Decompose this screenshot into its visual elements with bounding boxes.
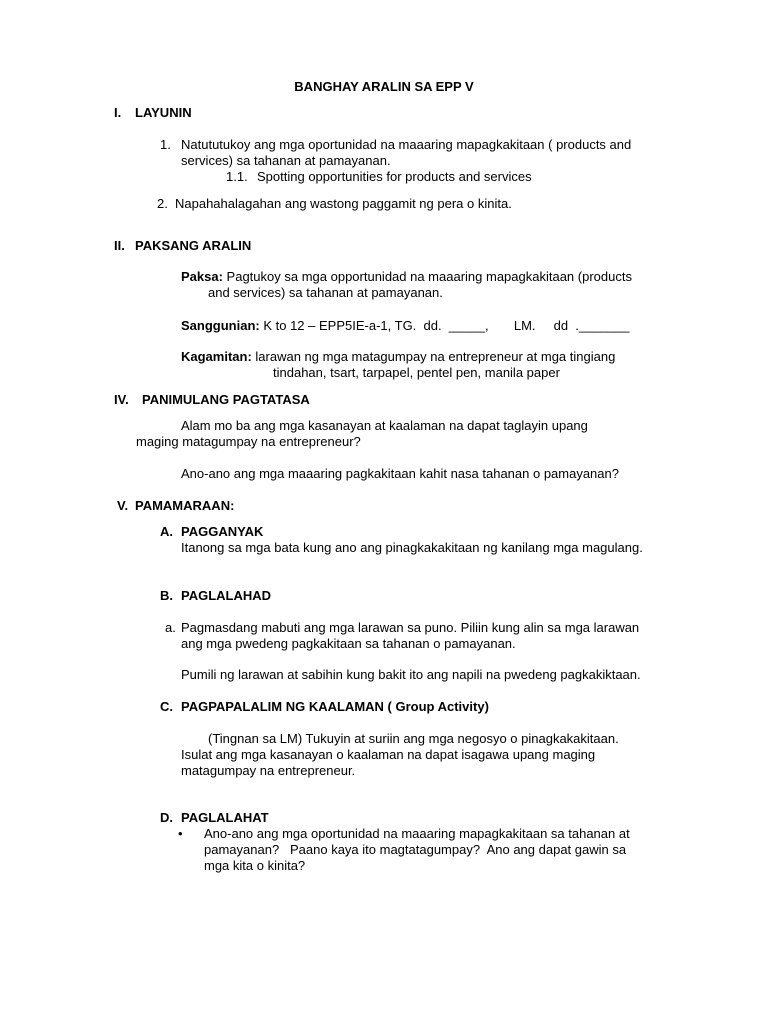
subsection-heading-pagpapalalim: PAGPAPALALIM NG KAALAMAN ( Group Activity) xyxy=(181,699,489,714)
objective-2-number: 2. xyxy=(157,196,168,211)
objective-1-line1: Natututukoy ang mga oportunidad na maaaring mapagkakitaan ( products and xyxy=(181,137,632,152)
objective-1-line2: services) sa tahanan at pamayanan. xyxy=(181,153,391,168)
paksa-line2: and services) sa tahanan at pamayanan. xyxy=(208,285,443,300)
pagpapalalim-line1: (Tingnan sa LM) Tukuyin at suriin ang mga negosyo o pinagkakakitaan. xyxy=(208,731,619,746)
section-numeral-v: V. xyxy=(117,498,129,513)
paglalahad-item-a-label: a. xyxy=(165,620,176,635)
section-numeral-i: I. xyxy=(114,105,122,120)
objective-1-number: 1. xyxy=(160,137,171,152)
section-numeral-ii: II. xyxy=(114,238,125,253)
pagpapalalim-line2: Isulat ang mga kasanayan o kaalaman na dapat isagawa upang maging xyxy=(181,747,596,762)
pagpapalalim-line3: matagumpay na entrepreneur. xyxy=(181,763,356,778)
pagganyak-text: Itanong sa mga bata kung ano ang pinagkakakitaan ng kanilang mga magulang. xyxy=(181,540,643,555)
kagamitan-text: larawan ng mga matagumpay na entrepreneur at mga tingiang xyxy=(255,349,616,364)
paksa-text: Pagtukoy sa mga opportunidad na maaaring mapagkakitaan (products xyxy=(226,269,632,284)
subsection-heading-pagganyak: PAGGANYAK xyxy=(181,524,264,539)
bullet-icon: • xyxy=(178,826,183,841)
kagamitan-label: Kagamitan: xyxy=(181,349,252,364)
paglalahad-text2: Pumili ng larawan at sabihin kung bakit ito ang napili na pwedeng pagkakiktaan. xyxy=(181,667,641,682)
objective-1-1-text: Spotting opportunities for products and services xyxy=(257,169,532,184)
section-numeral-iv: IV. xyxy=(114,392,129,407)
objective-1-1-number: 1.1. xyxy=(226,169,248,184)
kagamitan-line2: tindahan, tsart, tarpapel, pentel pen, manila paper xyxy=(273,365,560,380)
pagtatasa-q1-line2: maging matagumpay na entrepreneur? xyxy=(136,434,361,449)
paglalahat-line2: pamayanan? Paano kaya ito magtatagumpay? Ano ang dapat gawin sa xyxy=(204,842,627,857)
subsection-letter-b: B. xyxy=(160,588,173,603)
paglalahat-line3: mga kita o kinita? xyxy=(204,858,306,873)
section-heading-paksang-aralin: PAKSANG ARALIN xyxy=(135,238,252,253)
paglalahad-item-a-line1: Pagmasdang mabuti ang mga larawan sa puno. Piliin kung alin sa mga larawan xyxy=(181,620,640,635)
objective-2-text: Napahahalagahan ang wastong paggamit ng pera o kinita. xyxy=(175,196,512,211)
paglalahad-item-a-line2: ang mga pwedeng pagkakitaan sa tahanan o pamayanan. xyxy=(181,636,516,651)
subsection-letter-a: A. xyxy=(160,524,173,539)
subsection-heading-paglalahad: PAGLALAHAD xyxy=(181,588,272,603)
paksa-line1 xyxy=(181,269,632,285)
sanggunian-text: K to 12 – EPP5IE-a-1, TG. dd. _____, LM. dd ._______ xyxy=(263,318,630,333)
section-heading-panimulang-pagtatasa: PANIMULANG PAGTATASA xyxy=(142,392,310,407)
subsection-letter-d: D. xyxy=(160,810,173,825)
pagtatasa-q2: Ano-ano ang mga maaaring pagkakitaan kahit nasa tahanan o pamayanan? xyxy=(181,466,619,481)
paksa-label: Paksa: xyxy=(181,269,223,284)
kagamitan-line1 xyxy=(181,349,615,365)
pagtatasa-q1-line1: Alam mo ba ang mga kasanayan at kaalaman na dapat taglayin upang xyxy=(181,418,588,433)
section-heading-pamamaraan: PAMAMARAAN: xyxy=(135,498,235,513)
paglalahat-line1: Ano-ano ang mga oportunidad na maaaring mapagkakitaan sa tahanan at xyxy=(204,826,630,841)
sanggunian-label: Sanggunian: xyxy=(181,318,260,333)
subsection-heading-paglalahat: PAGLALAHAT xyxy=(181,810,269,825)
document-title: BANGHAY ARALIN SA EPP V xyxy=(294,79,474,94)
section-heading-layunin: LAYUNIN xyxy=(135,105,192,120)
subsection-letter-c: C. xyxy=(160,699,173,714)
sanggunian-line xyxy=(181,318,630,334)
